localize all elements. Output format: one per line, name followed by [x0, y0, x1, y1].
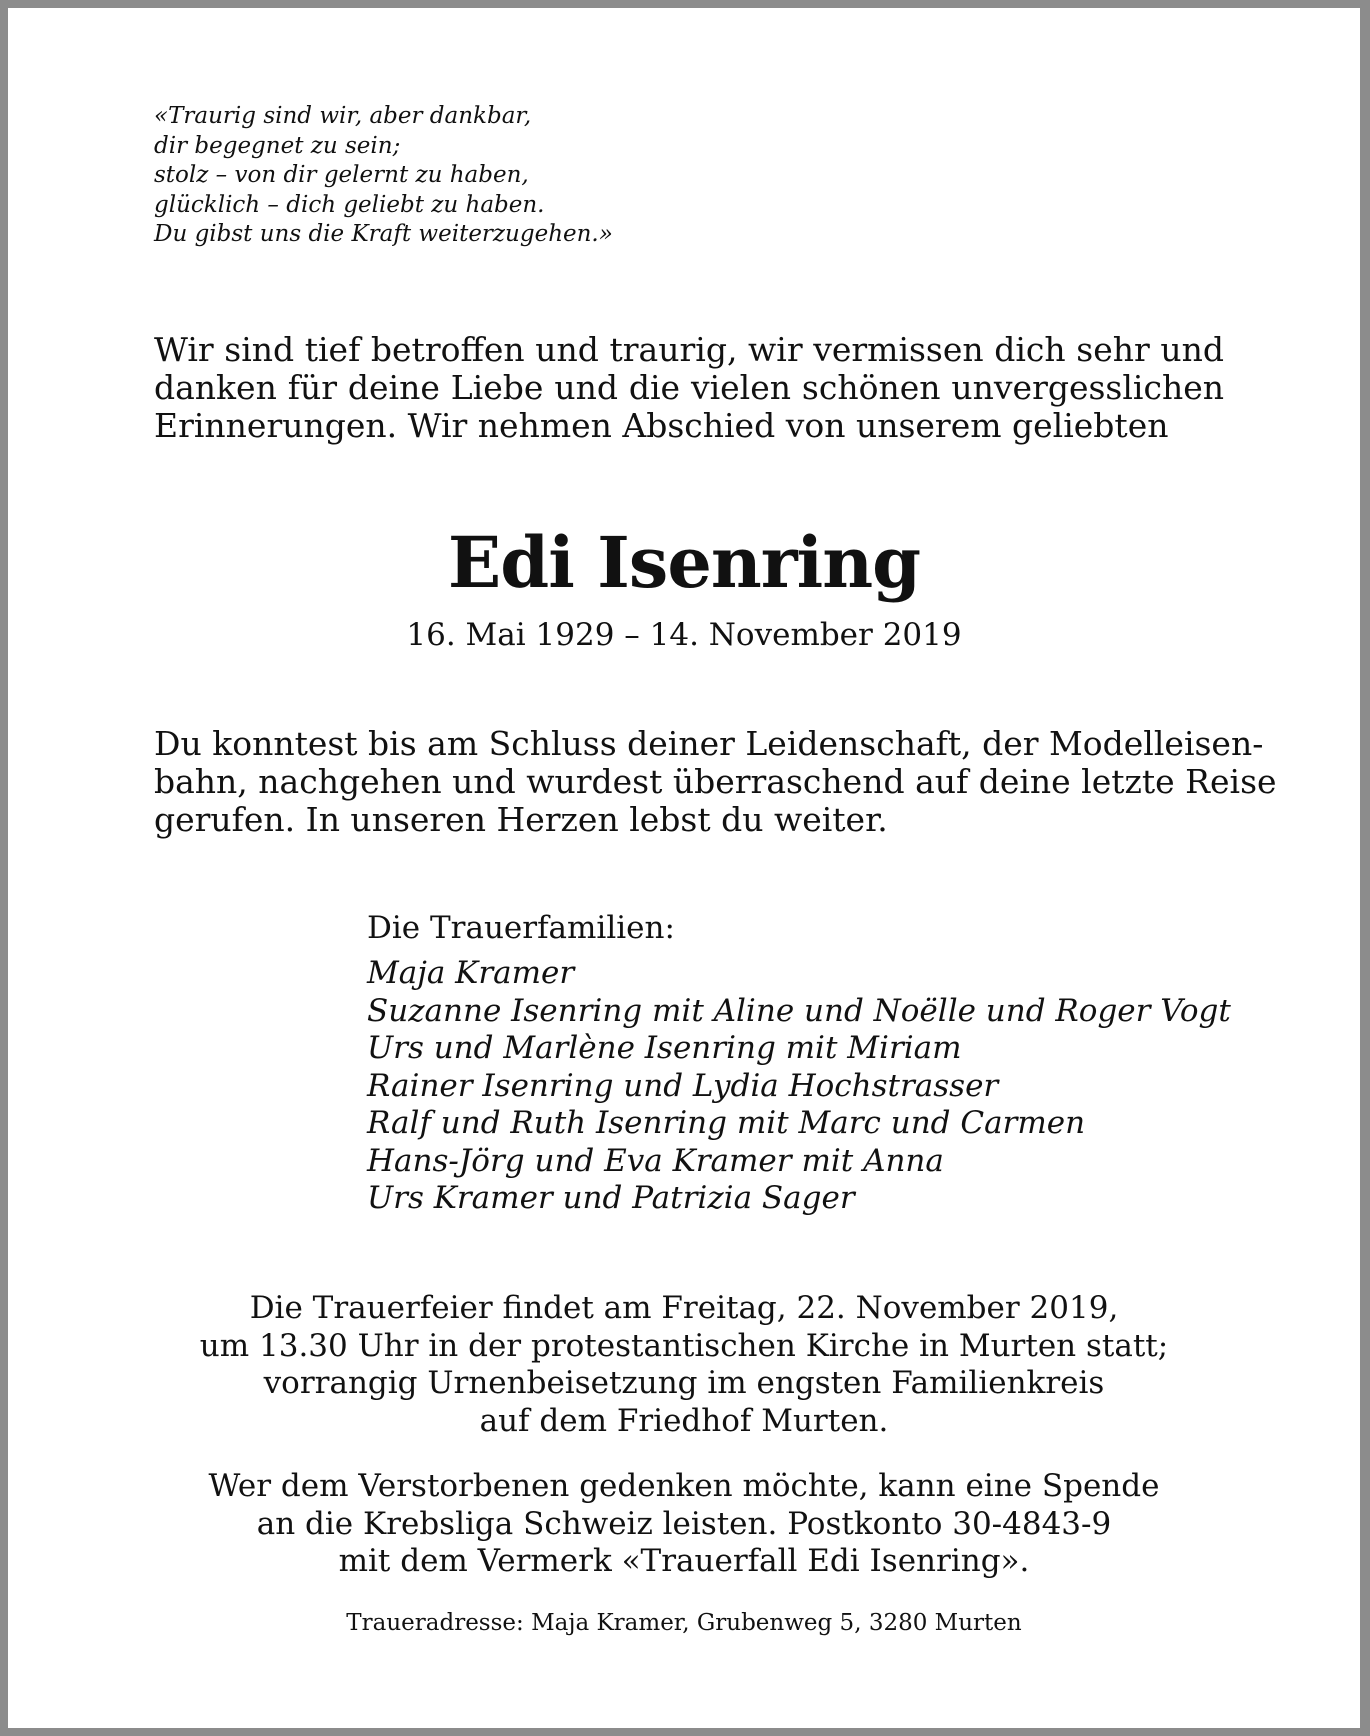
- intro-line: Erinnerungen. Wir nehmen Abschied von unserem geliebten: [154, 406, 1169, 445]
- mourning-families: [367, 909, 1267, 1218]
- intro-line: Wir sind tief betroffen und traurig, wir vermissen dich sehr und: [154, 330, 1224, 369]
- donation-line: mit dem Vermerk «Trauerfall Edi Isenring».: [338, 1543, 1030, 1579]
- tribute-paragraph: [154, 724, 1277, 839]
- intro-paragraph: [154, 331, 1224, 445]
- family-member: Ralf und Ruth Isenring mit Marc und Carmen: [367, 1105, 1086, 1141]
- family-member: Urs Kramer und Patrizia Sager: [367, 1180, 855, 1216]
- deceased-name: Edi Isenring: [447, 521, 921, 604]
- tribute-line: gerufen. In unseren Herzen lebst du weiter.: [154, 800, 888, 839]
- ceremony-info: [8, 1290, 1360, 1440]
- tribute-line: Du konntest bis am Schluss deiner Leidenschaft, der Modelleisen-: [154, 724, 1264, 763]
- ceremony-line: Die Trauerfeier findet am Freitag, 22. November 2019,: [249, 1290, 1119, 1326]
- poem-line: stolz – von dir gelernt zu haben,: [154, 162, 529, 188]
- family-list: [367, 955, 1267, 1218]
- family-member: Urs und Marlène Isenring mit Miriam: [367, 1030, 962, 1066]
- donation-info: [8, 1468, 1360, 1581]
- ceremony-line: vorrangig Urnenbeisetzung im engsten Familienkreis: [263, 1365, 1105, 1401]
- poem-line: Du gibst uns die Kraft weiterzugehen.»: [154, 221, 613, 247]
- donation-line: an die Krebsliga Schweiz leisten. Postkonto 30-4843-9: [256, 1505, 1112, 1542]
- donation-line: Wer dem Verstorbenen gedenken möchte, kann eine Spende: [208, 1468, 1160, 1504]
- family-member: Suzanne Isenring mit Aline und Noëlle und Roger Vogt: [367, 992, 1231, 1029]
- poem-line: «Traurig sind wir, aber dankbar,: [154, 103, 532, 129]
- mourning-address: Traueradresse: Maja Kramer, Grubenweg 5, 3280 Murten: [346, 1610, 1022, 1636]
- intro-line: danken für deine Liebe und die vielen schönen unvergesslichen: [154, 368, 1224, 407]
- poem-line: dir begegnet zu sein;: [154, 132, 401, 159]
- ceremony-line: um 13.30 Uhr in der protestantischen Kirche in Murten statt;: [199, 1327, 1169, 1364]
- family-member: Rainer Isenring und Lydia Hochstrasser: [367, 1067, 999, 1104]
- families-title: Die Trauerfamilien:: [367, 910, 675, 946]
- ceremony-line: auf dem Friedhof Murten.: [479, 1402, 889, 1439]
- life-dates: 16. Mai 1929 – 14. November 2019: [406, 617, 962, 653]
- family-member: Hans-Jörg und Eva Kramer mit Anna: [367, 1142, 944, 1179]
- tribute-line: bahn, nachgehen und wurdest überraschend auf deine letzte Reise: [154, 762, 1277, 801]
- poem-line: glücklich – dich geliebt zu haben.: [154, 191, 545, 218]
- poem-quote: [154, 102, 854, 250]
- family-member: Maja Kramer: [367, 955, 575, 991]
- obituary-page: [8, 8, 1360, 1728]
